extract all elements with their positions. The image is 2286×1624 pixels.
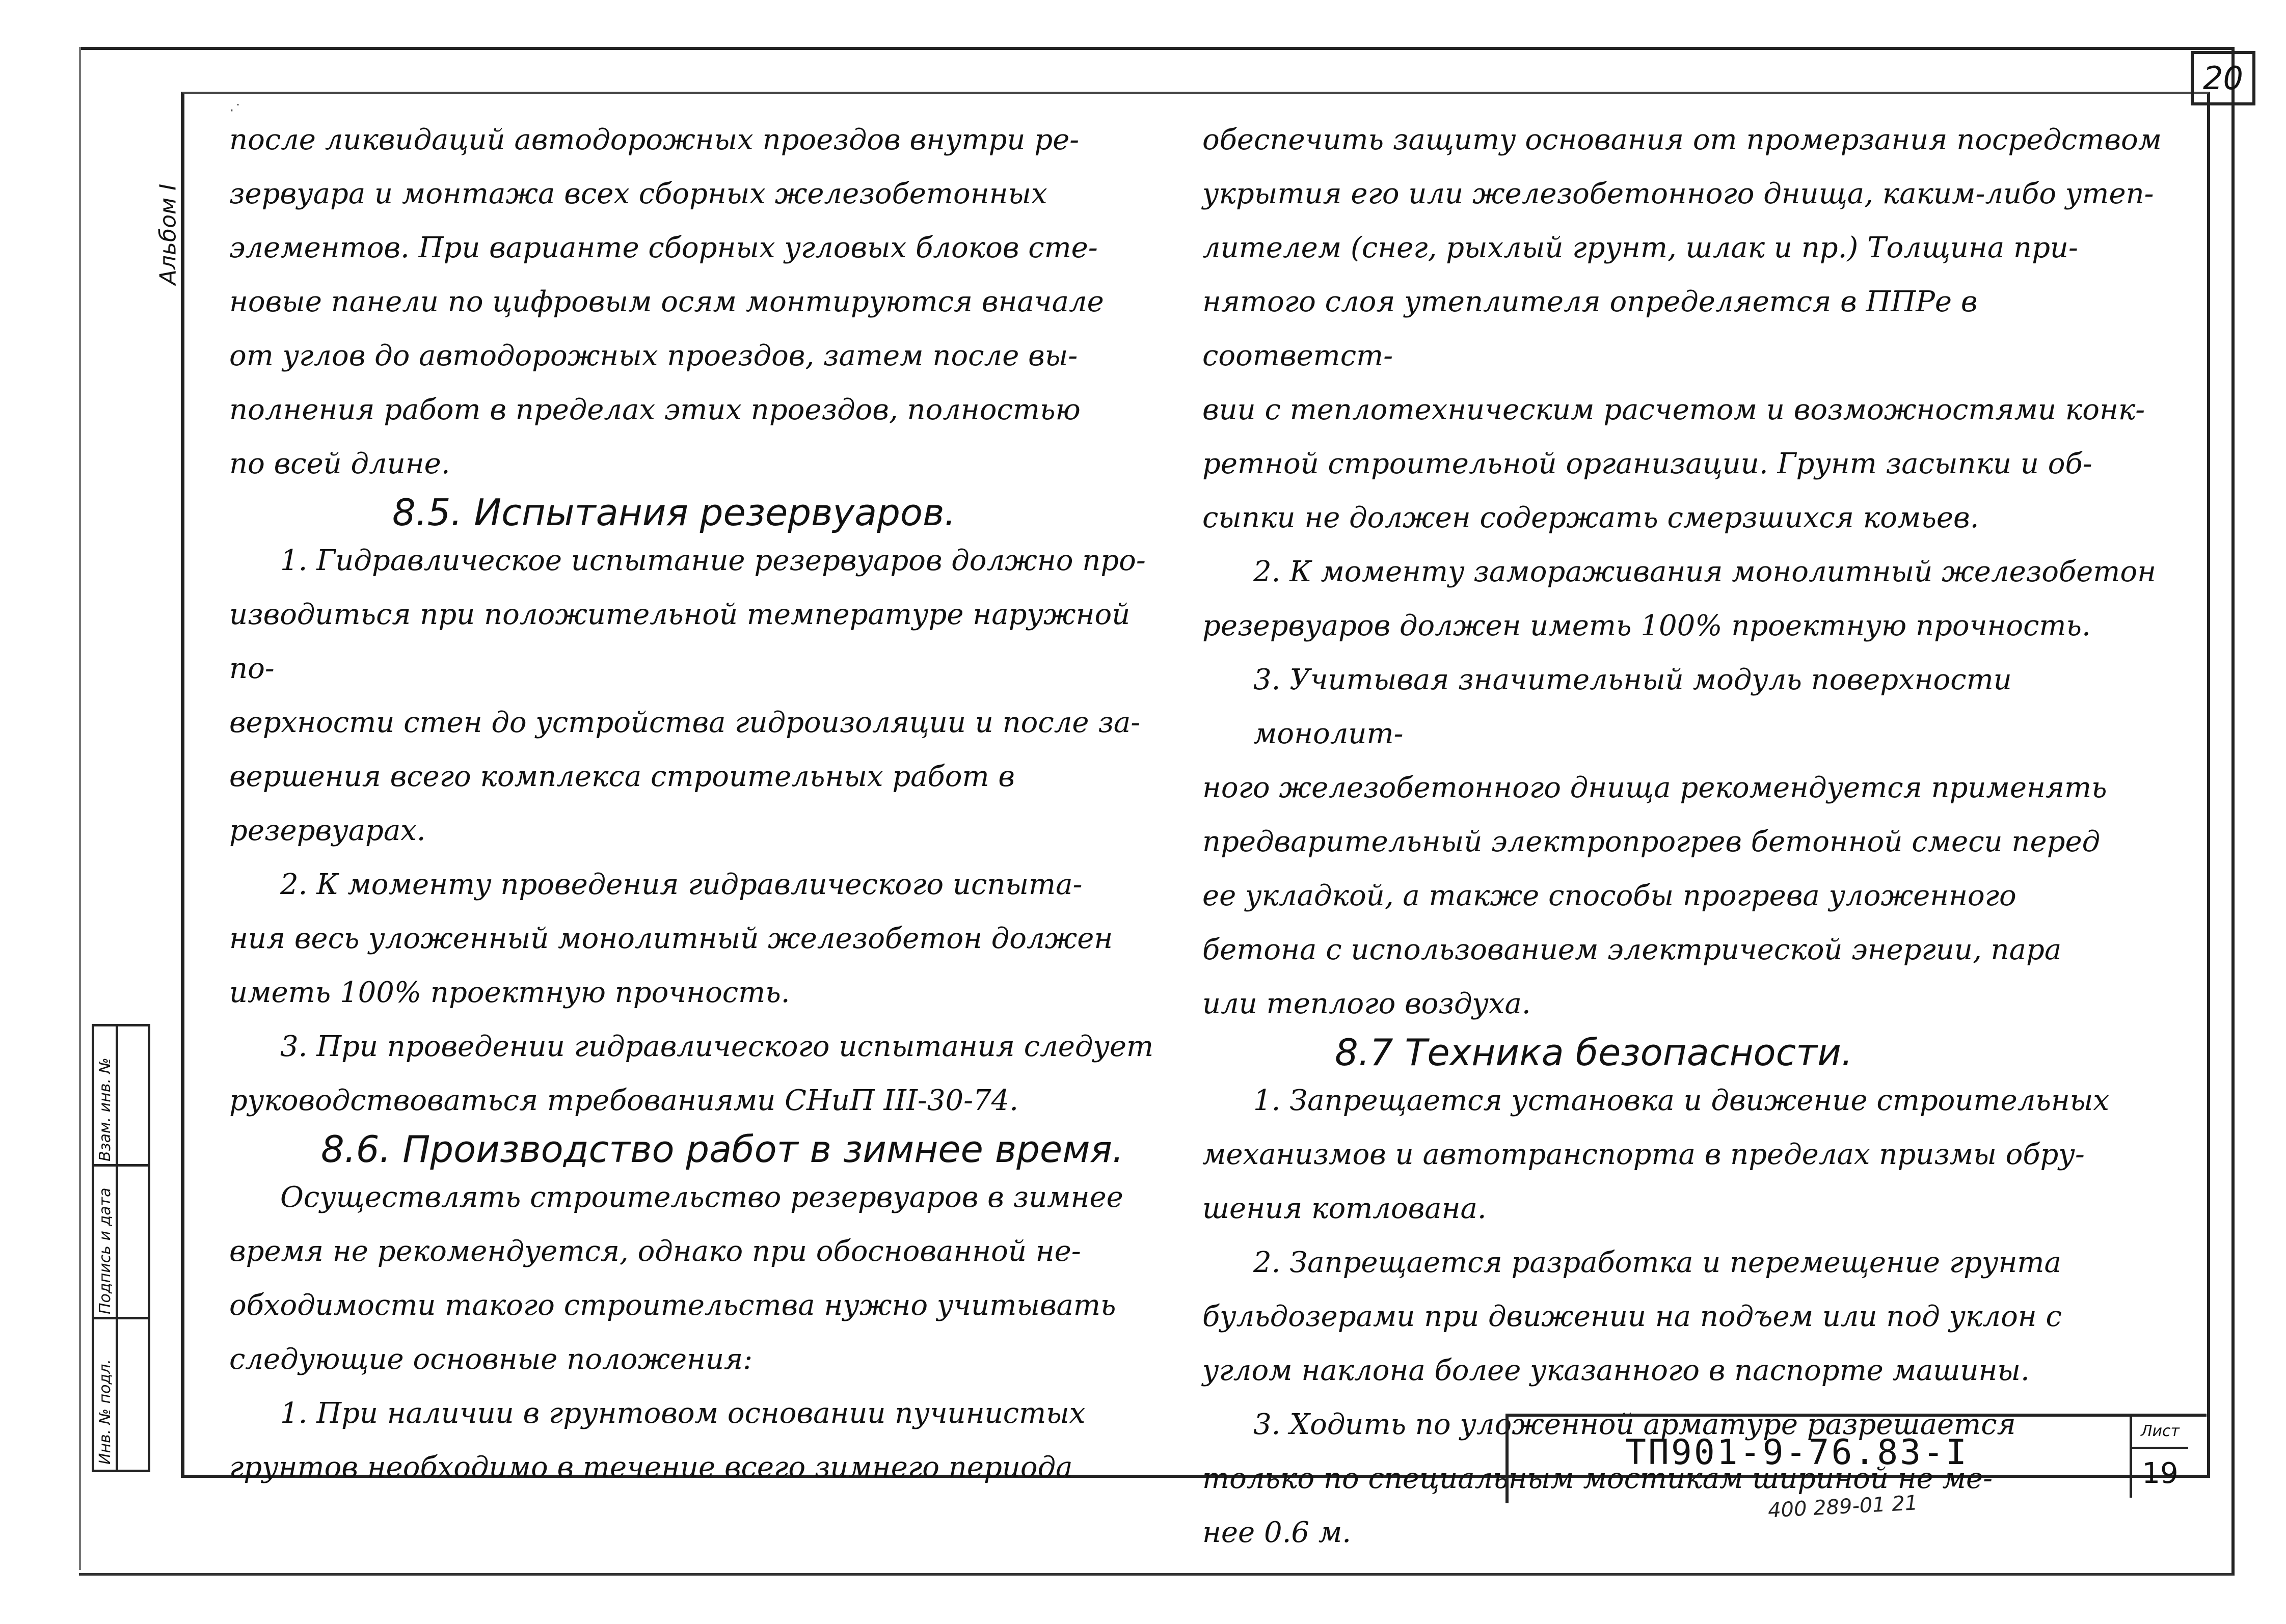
- left-column: [229, 113, 1157, 1495]
- text-line: сыпки не должен содержать смерзшихся комьев.: [1202, 501, 1979, 534]
- text-line: 2. К моменту проведения гидравлического испыта-: [280, 868, 1083, 901]
- page-number: 20: [2191, 51, 2255, 105]
- album-label: [153, 168, 183, 301]
- right-intro-paragraph: [1202, 113, 2170, 1031]
- text-line: 1. Гидравлическое испытание резервуаров должно про-: [280, 544, 1146, 577]
- text-line: 3. Учитывая значительный модуль поверхности монолит-: [1253, 663, 2012, 750]
- text-line: углом наклона более указанного в паспорте машины.: [1202, 1354, 2030, 1387]
- album-label-text: Альбом I: [155, 183, 181, 285]
- heading-8-5: 8.5. Испытания резервуаров.: [392, 491, 956, 534]
- text-line: механизмов и автотранспорта в пределах призмы обру-: [1202, 1138, 2085, 1171]
- sheet-number-box: [2130, 1416, 2188, 1498]
- heading-8-6: 8.6. Производство работ в зимнее время.: [321, 1128, 1124, 1171]
- sheet-label: Лист: [2132, 1416, 2188, 1449]
- text-line: обходимости такого строительства нужно учитывать: [229, 1289, 1116, 1322]
- strip-divider: [94, 1164, 148, 1167]
- text-line: нее 0.6 м.: [1202, 1516, 1352, 1549]
- text-line: изводиться при положительной температуре наружной по-: [229, 598, 1131, 685]
- text-line: бетона с использованием электрической энергии, пара: [1202, 933, 2062, 966]
- strip-divider: [94, 1317, 148, 1319]
- left-intro-paragraph: [229, 113, 1157, 491]
- text-line: ного железобетонного днища рекомендуется применять: [1202, 771, 2107, 804]
- text-line: шения котлована.: [1202, 1192, 1487, 1225]
- text-line: резервуарах.: [229, 814, 426, 847]
- text-line: по всей длине.: [229, 447, 450, 480]
- strip-inv-orig: Инв. № подл.: [96, 1359, 114, 1465]
- text-line: время не рекомендуется, однако при обоснованной не-: [229, 1235, 1081, 1268]
- text-line: лителем (снег, рыхлый грунт, шлак и пр.) Толщина при-: [1202, 231, 2078, 264]
- text-line: Осуществлять строительство резервуаров в зимнее: [280, 1181, 1123, 1214]
- text-line: ее укладкой, а также способы прогрева уложенного: [1202, 879, 2016, 912]
- section-8-6-body: [229, 1171, 1157, 1495]
- text-line: руководствоваться требованиями СНиП III-30-74.: [229, 1084, 1019, 1117]
- text-line: 3. Ходить по уложенной арматуре разрешается: [1253, 1408, 2016, 1441]
- text-line: 2. К моменту замораживания монолитный железобетон: [1253, 555, 2157, 588]
- text-line: 1. Запрещается установка и движение строительных: [1253, 1084, 2109, 1117]
- text-line: предварительный электропрогрев бетонной смеси перед: [1202, 825, 2101, 858]
- sheet-number: 19: [2142, 1456, 2179, 1490]
- text-line: 3. При проведении гидравлического испытания следует: [280, 1030, 1154, 1063]
- heading-8-7: 8.7 Техника безопасности.: [1335, 1031, 1853, 1074]
- text-line: 2. Запрещается разработка и перемещение грунта: [1253, 1246, 2061, 1279]
- strip-inv-repl: Взам. инв. №: [96, 1058, 114, 1161]
- text-line: или теплого воздуха.: [1202, 987, 1531, 1020]
- archive-stamp: 400 289-01 21: [1767, 1491, 1919, 1523]
- text-line: бульдозерами при движении на подъем или под уклон с: [1202, 1300, 2062, 1333]
- text-line: нятого слоя утеплителя определяется в ППРе в соответст-: [1202, 285, 1978, 372]
- text-line: новые панели по цифровым осям монтируются вначале: [229, 285, 1104, 318]
- text-line: только по специальным мостикам шириной не ме-: [1202, 1462, 1993, 1495]
- text-line: от углов до автодорожных проездов, затем после вы-: [229, 339, 1078, 372]
- text-line: 1. При наличии в грунтовом основании пучинистых: [280, 1397, 1086, 1430]
- side-registration-strip: [92, 1024, 150, 1472]
- strip-sign-date: Подпись и дата: [96, 1187, 114, 1314]
- text-line: вии с теплотехническим расчетом и возможностями конк-: [1202, 393, 2145, 426]
- text-line: грунтов необходимо в течение всего зимнего периода: [229, 1451, 1073, 1484]
- scan-speck: ·˙: [229, 102, 242, 120]
- text-line: ретной строительной организации. Грунт засыпки и об-: [1202, 447, 2092, 480]
- text-line: элементов. При варианте сборных угловых блоков сте-: [229, 231, 1098, 264]
- text-line: полнения работ в пределах этих проездов, полностью: [229, 393, 1081, 426]
- text-line: укрытия его или железобетонного днища, каким-либо утеп-: [1202, 177, 2154, 210]
- text-line: следующие основные положения:: [229, 1343, 753, 1376]
- sheet-left-edge: [79, 47, 81, 1570]
- text-line: после ликвидаций автодорожных проездов внутри ре-: [229, 123, 1080, 156]
- right-column: [1202, 113, 2170, 1560]
- text-line: резервуаров должен иметь 100% проектную прочность.: [1202, 609, 2091, 642]
- strip-divider: [116, 1026, 118, 1470]
- text-line: иметь 100% проектную прочность.: [229, 976, 790, 1009]
- text-line: вершения всего комплекса строительных работ в: [229, 760, 1015, 793]
- text-line: зервуара и монтажа всех сборных железобетонных: [229, 177, 1047, 210]
- text-line: обеспечить защиту основания от промерзания посредством: [1202, 123, 2162, 156]
- document-code: ТП901-9-76.83-I: [1625, 1432, 1969, 1473]
- text-line: верхности стен до устройства гидроизоляции и после за-: [229, 706, 1141, 739]
- text-line: ния весь уложенный монолитный железобетон должен: [229, 922, 1113, 955]
- section-8-5-body: [229, 534, 1157, 1128]
